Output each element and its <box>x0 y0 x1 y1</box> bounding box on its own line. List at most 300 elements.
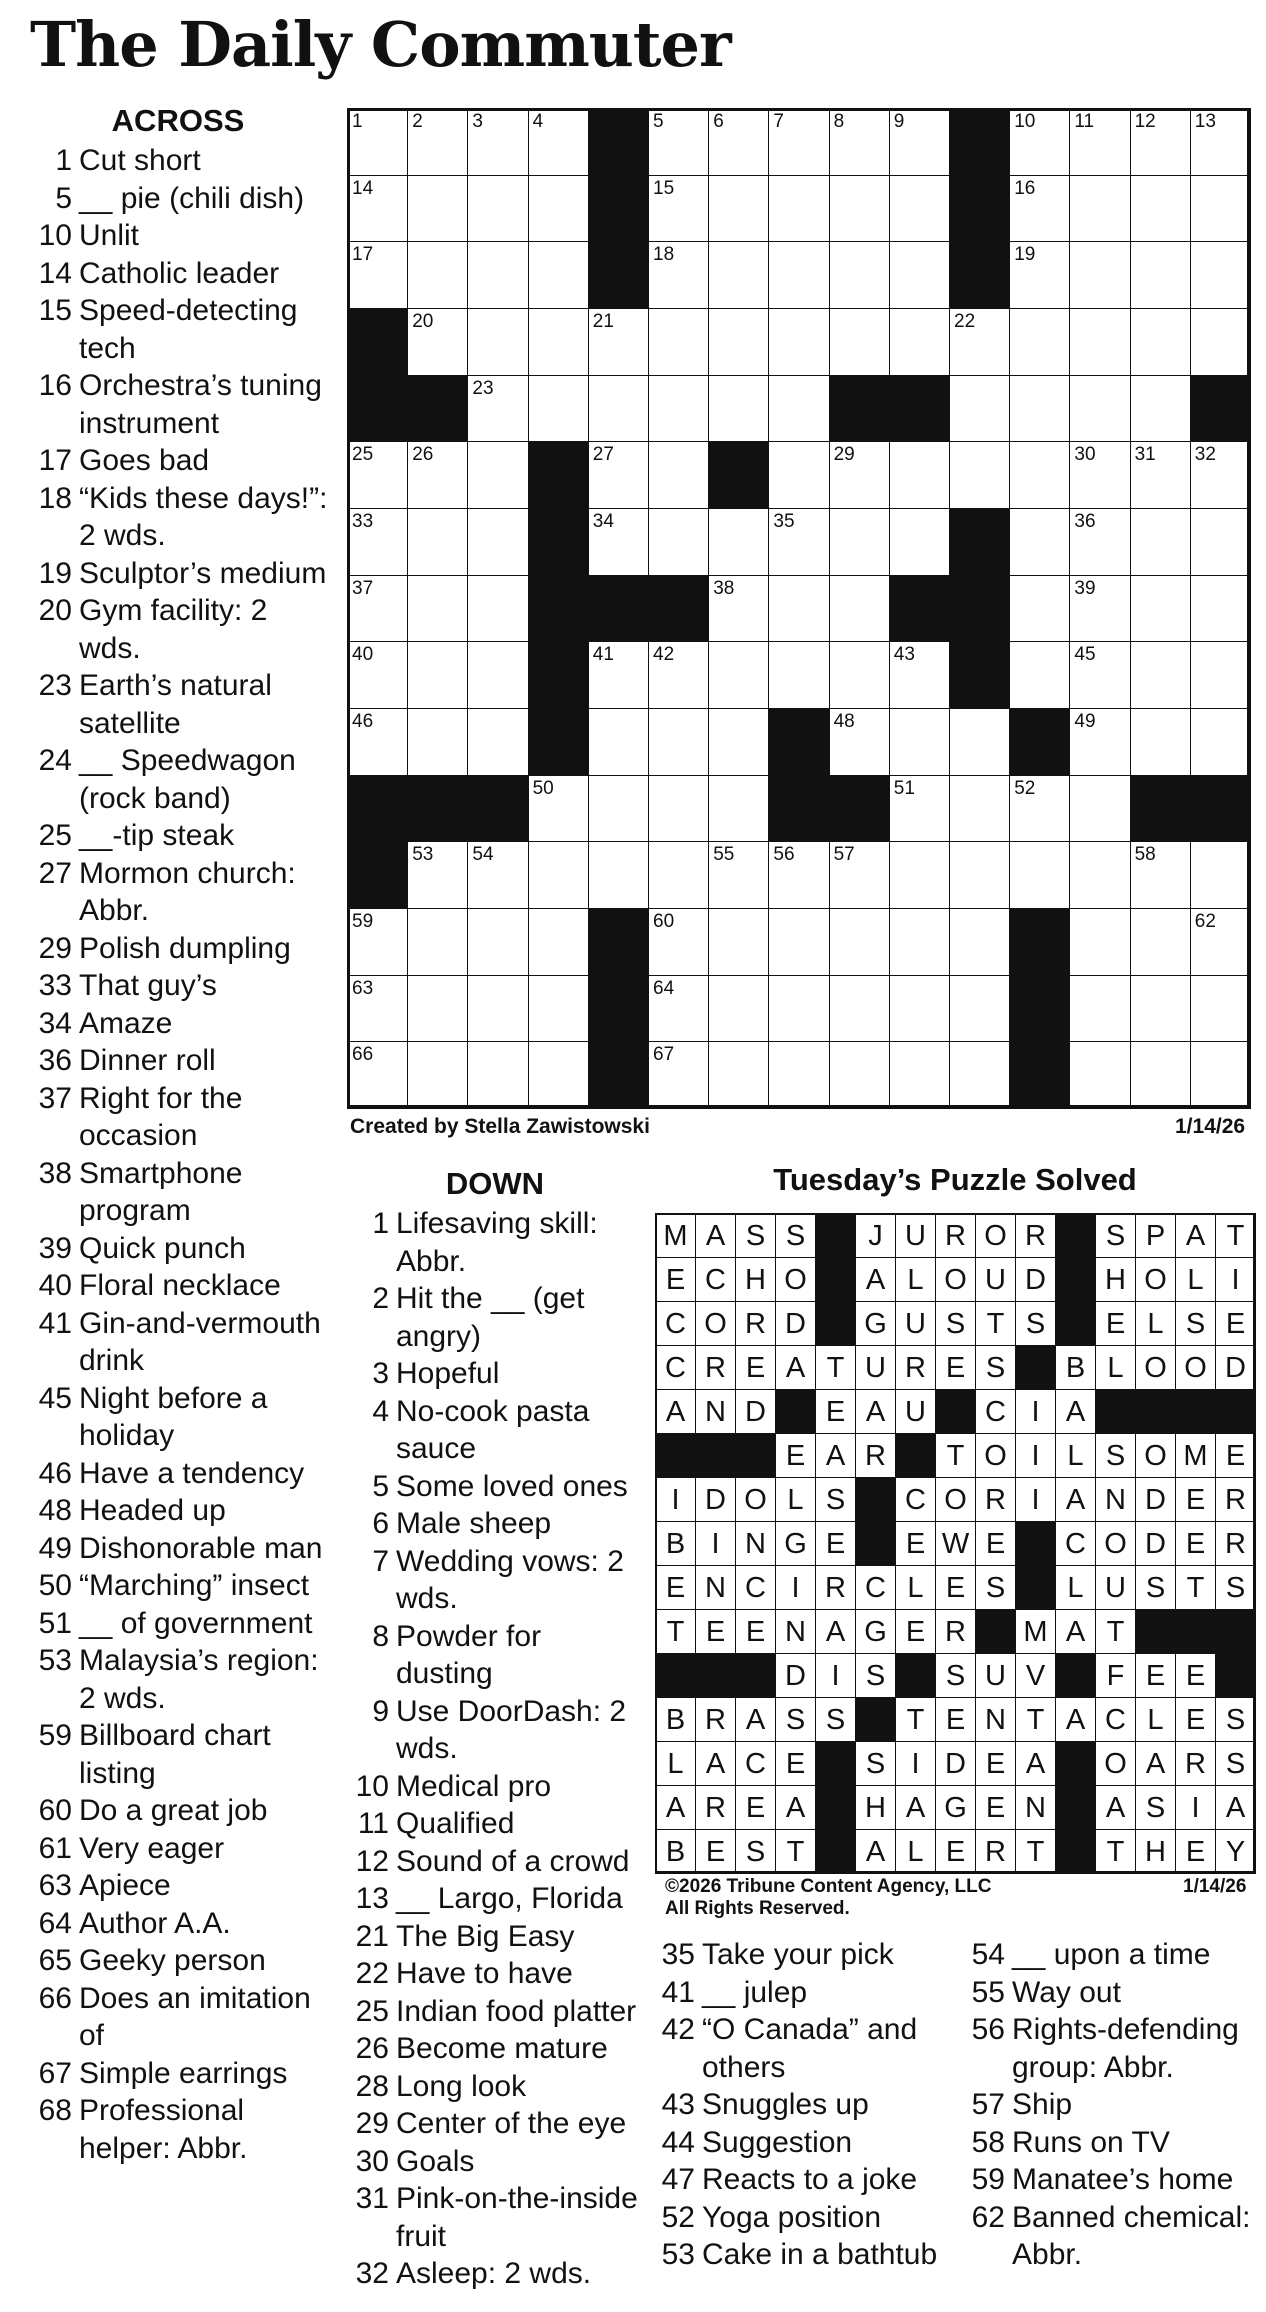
grid-cell[interactable] <box>347 175 408 243</box>
grid-cell[interactable] <box>1130 908 1191 976</box>
grid-cell[interactable] <box>467 975 528 1043</box>
grid-cell[interactable] <box>889 108 950 176</box>
grid-cell[interactable] <box>588 375 649 443</box>
grid-cell[interactable] <box>648 175 709 243</box>
grid-cell[interactable] <box>889 775 950 843</box>
grid-cell[interactable] <box>648 308 709 376</box>
grid-cell[interactable] <box>467 908 528 976</box>
grid-cell[interactable] <box>1009 175 1070 243</box>
grid-cell[interactable] <box>1009 575 1070 643</box>
clue-down-col3-57[interactable] <box>965 2086 1265 2124</box>
clue-across-5[interactable] <box>28 180 328 218</box>
clue-across-10[interactable] <box>28 217 328 255</box>
grid-cell[interactable] <box>1069 708 1130 776</box>
clue-down-col1-26[interactable] <box>345 2030 645 2068</box>
grid-cell[interactable] <box>347 908 408 976</box>
grid-cell[interactable] <box>829 441 890 509</box>
clue-down-col1-31[interactable] <box>345 2180 645 2255</box>
grid-cell[interactable] <box>1190 708 1251 776</box>
solution-letter: A <box>855 1257 896 1302</box>
grid-cell[interactable] <box>588 775 649 843</box>
grid-cell[interactable] <box>1130 508 1191 576</box>
grid-cell[interactable] <box>889 241 950 309</box>
grid-cell[interactable] <box>648 708 709 776</box>
solution-black-square <box>975 1609 1016 1654</box>
clue-across-1[interactable] <box>28 142 328 180</box>
clue-down-col1-12[interactable] <box>345 1843 645 1881</box>
grid-cell[interactable] <box>1190 908 1251 976</box>
solution-black-square <box>1055 1829 1096 1874</box>
grid-cell[interactable] <box>708 775 769 843</box>
grid-cell[interactable] <box>708 175 769 243</box>
grid-cell[interactable] <box>708 641 769 709</box>
clue-across-51[interactable] <box>28 1605 328 1643</box>
grid-cell[interactable] <box>467 108 528 176</box>
grid-cell[interactable] <box>1069 908 1130 976</box>
solution-letter: A <box>1095 1785 1136 1830</box>
clue-down-col3-62[interactable] <box>965 2199 1265 2274</box>
grid-cell[interactable] <box>1069 775 1130 843</box>
grid-cell[interactable] <box>648 375 709 443</box>
clue-across-27[interactable] <box>28 855 328 930</box>
clue-down-col1-28[interactable] <box>345 2068 645 2106</box>
grid-cell[interactable] <box>768 375 829 443</box>
grid-cell[interactable] <box>829 975 890 1043</box>
grid-cell[interactable] <box>889 708 950 776</box>
clue-down-col1-3[interactable] <box>345 1355 645 1393</box>
clue-down-col1-25[interactable] <box>345 1993 645 2031</box>
clue-down-col2-47[interactable] <box>655 2161 955 2199</box>
clue-across-40[interactable] <box>28 1267 328 1305</box>
solution-letter: H <box>1135 1829 1176 1874</box>
clue-number: 19 <box>38 556 72 590</box>
clue-across-36[interactable] <box>28 1042 328 1080</box>
grid-cell[interactable] <box>1130 441 1191 509</box>
grid-cell[interactable] <box>467 841 528 909</box>
grid-cell[interactable] <box>648 1041 709 1109</box>
grid-cell[interactable] <box>829 708 890 776</box>
clue-across-68[interactable] <box>28 2092 328 2167</box>
clue-down-col2-44[interactable] <box>655 2124 955 2162</box>
grid-cell[interactable] <box>708 841 769 909</box>
grid-cell[interactable] <box>467 241 528 309</box>
clue-down-col1-32[interactable] <box>345 2255 645 2293</box>
grid-cell[interactable] <box>648 908 709 976</box>
grid-cell[interactable] <box>528 108 589 176</box>
grid-cell[interactable] <box>1190 841 1251 909</box>
clue-down-col1-9[interactable] <box>345 1693 645 1768</box>
grid-cell[interactable] <box>889 508 950 576</box>
clue-across-60[interactable] <box>28 1792 328 1830</box>
grid-cell[interactable] <box>829 841 890 909</box>
clue-across-24[interactable] <box>28 742 328 817</box>
grid-cell[interactable] <box>347 441 408 509</box>
clue-down-col1-22[interactable] <box>345 1955 645 1993</box>
grid-cell[interactable] <box>708 908 769 976</box>
grid-cell[interactable] <box>829 641 890 709</box>
grid-cell[interactable] <box>407 908 468 976</box>
grid-cell[interactable] <box>588 508 649 576</box>
clue-down-col1-11[interactable] <box>345 1805 645 1843</box>
grid-cell[interactable] <box>949 1041 1010 1109</box>
grid-cell[interactable] <box>467 575 528 643</box>
grid-cell[interactable] <box>1190 175 1251 243</box>
grid-cell[interactable] <box>1069 441 1130 509</box>
grid-cell[interactable] <box>1069 508 1130 576</box>
grid-cell[interactable] <box>1190 641 1251 709</box>
grid-cell[interactable] <box>829 508 890 576</box>
solution-letter: C <box>695 1257 736 1302</box>
grid-cell[interactable] <box>889 908 950 976</box>
grid-cell[interactable] <box>1130 108 1191 176</box>
grid-cell[interactable] <box>829 908 890 976</box>
grid-cell[interactable] <box>347 1041 408 1109</box>
clue-down-col2-43[interactable] <box>655 2086 955 2124</box>
clue-across-49[interactable] <box>28 1530 328 1568</box>
grid-cell[interactable] <box>708 308 769 376</box>
grid-cell[interactable] <box>528 841 589 909</box>
grid-cell[interactable] <box>1009 508 1070 576</box>
clue-across-15[interactable] <box>28 292 328 367</box>
clue-number: 66 <box>38 1981 72 2015</box>
grid-cell[interactable] <box>407 108 468 176</box>
grid-cell[interactable] <box>528 308 589 376</box>
grid-cell[interactable] <box>889 841 950 909</box>
grid-cell[interactable] <box>768 975 829 1043</box>
solution-letter: I <box>655 1477 696 1522</box>
grid-cell[interactable] <box>1009 441 1070 509</box>
clue-across-53[interactable] <box>28 1642 328 1717</box>
grid-cell[interactable] <box>829 575 890 643</box>
clue-across-64[interactable] <box>28 1905 328 1943</box>
grid-cell[interactable] <box>1009 308 1070 376</box>
cell-number: 42 <box>653 644 675 666</box>
grid-cell[interactable] <box>708 241 769 309</box>
grid-cell[interactable] <box>467 175 528 243</box>
grid-cell[interactable] <box>347 641 408 709</box>
grid-cell[interactable] <box>467 308 528 376</box>
solution-black-square <box>1055 1301 1096 1346</box>
grid-cell[interactable] <box>1009 375 1070 443</box>
grid-cell[interactable] <box>347 575 408 643</box>
grid-cell[interactable] <box>1009 108 1070 176</box>
grid-cell[interactable] <box>949 308 1010 376</box>
clue-across-48[interactable] <box>28 1492 328 1530</box>
grid-cell[interactable] <box>347 108 408 176</box>
grid-cell[interactable] <box>648 775 709 843</box>
clue-across-41[interactable] <box>28 1305 328 1380</box>
grid-cell[interactable] <box>949 841 1010 909</box>
grid-cell[interactable] <box>768 641 829 709</box>
clue-down-col2-35[interactable] <box>655 1936 955 1974</box>
grid-cell[interactable] <box>588 708 649 776</box>
grid-cell[interactable] <box>1130 708 1191 776</box>
grid-cell[interactable] <box>1069 575 1130 643</box>
grid-cell[interactable] <box>708 575 769 643</box>
grid-cell[interactable] <box>1009 775 1070 843</box>
grid-cell[interactable] <box>407 175 468 243</box>
grid-cell[interactable] <box>467 508 528 576</box>
grid-cell[interactable] <box>648 241 709 309</box>
grid-cell[interactable] <box>768 241 829 309</box>
clue-across-63[interactable] <box>28 1867 328 1905</box>
grid-cell[interactable] <box>768 908 829 976</box>
grid-cell[interactable] <box>648 975 709 1043</box>
grid-cell[interactable] <box>528 975 589 1043</box>
clue-number: 60 <box>38 1794 72 1827</box>
grid-cell[interactable] <box>1069 175 1130 243</box>
grid-cell[interactable] <box>347 975 408 1043</box>
grid-cell[interactable] <box>1069 375 1130 443</box>
grid-cell[interactable] <box>768 841 829 909</box>
grid-cell[interactable] <box>768 175 829 243</box>
grid-cell[interactable] <box>829 308 890 376</box>
clue-down-col1-7[interactable] <box>345 1543 645 1618</box>
solution-letter: C <box>655 1345 696 1390</box>
clue-down-col2-53[interactable] <box>655 2236 955 2274</box>
clue-across-33[interactable] <box>28 967 328 1005</box>
solution-black-square <box>815 1741 856 1786</box>
grid-cell[interactable] <box>528 175 589 243</box>
clue-number: 6 <box>372 1507 389 1540</box>
clue-text: The Big Easy <box>396 1919 575 1953</box>
grid-cell[interactable] <box>588 441 649 509</box>
grid-cell[interactable] <box>1190 441 1251 509</box>
clue-down-col1-21[interactable] <box>345 1918 645 1956</box>
grid-cell[interactable] <box>1130 1041 1191 1109</box>
clue-down-col1-8[interactable] <box>345 1618 645 1693</box>
grid-cell[interactable] <box>648 508 709 576</box>
solution-letter: E <box>1215 1301 1256 1346</box>
solution-letter: E <box>655 1257 696 1302</box>
grid-cell[interactable] <box>1130 575 1191 643</box>
grid-cell[interactable] <box>648 841 709 909</box>
grid-cell[interactable] <box>1190 308 1251 376</box>
clue-across-46[interactable] <box>28 1455 328 1493</box>
clue-down-col1-1[interactable] <box>345 1205 645 1280</box>
grid-cell[interactable] <box>528 1041 589 1109</box>
solution-letter: T <box>895 1697 936 1742</box>
grid-cell[interactable] <box>708 375 769 443</box>
grid-cell[interactable] <box>768 1041 829 1109</box>
clue-down-col1-13[interactable] <box>345 1880 645 1918</box>
clue-down-col1-29[interactable] <box>345 2105 645 2143</box>
grid-cell[interactable] <box>648 441 709 509</box>
grid-cell[interactable] <box>1069 241 1130 309</box>
clue-across-66[interactable] <box>28 1980 328 2055</box>
grid-cell[interactable] <box>1130 975 1191 1043</box>
solution-letter: I <box>815 1653 856 1698</box>
clue-across-67[interactable] <box>28 2055 328 2093</box>
grid-cell[interactable] <box>1130 308 1191 376</box>
grid-cell[interactable] <box>648 108 709 176</box>
grid-cell[interactable] <box>889 975 950 1043</box>
grid-cell[interactable] <box>949 775 1010 843</box>
clue-across-17[interactable] <box>28 442 328 480</box>
grid-cell[interactable] <box>1069 841 1130 909</box>
clue-down-col1-30[interactable] <box>345 2143 645 2181</box>
grid-cell[interactable] <box>528 775 589 843</box>
grid-cell[interactable] <box>949 975 1010 1043</box>
grid-cell[interactable] <box>528 241 589 309</box>
grid-cell[interactable] <box>1190 975 1251 1043</box>
grid-cell[interactable] <box>1130 375 1191 443</box>
clue-across-18[interactable] <box>28 480 328 555</box>
down-clue-list <box>345 1205 645 2293</box>
grid-cell[interactable] <box>1069 975 1130 1043</box>
clue-text: Cut short <box>79 144 201 177</box>
grid-cell[interactable] <box>1130 241 1191 309</box>
grid-cell[interactable] <box>407 575 468 643</box>
clue-down-col3-59[interactable] <box>965 2161 1265 2199</box>
grid-cell[interactable] <box>467 375 528 443</box>
grid-cell[interactable] <box>768 441 829 509</box>
clue-across-14[interactable] <box>28 255 328 293</box>
grid-cell[interactable] <box>708 508 769 576</box>
grid-cell[interactable] <box>829 1041 890 1109</box>
grid-cell[interactable] <box>889 441 950 509</box>
clue-text: Polish dumpling <box>79 931 291 965</box>
masthead-title: The Daily Commuter <box>30 8 731 81</box>
grid-cell[interactable] <box>1069 1041 1130 1109</box>
clue-across-16[interactable] <box>28 367 328 442</box>
clue-down-col3-56[interactable] <box>965 2011 1265 2086</box>
grid-cell[interactable] <box>708 1041 769 1109</box>
clue-across-38[interactable] <box>28 1155 328 1230</box>
grid-cell[interactable] <box>588 308 649 376</box>
grid-cell[interactable] <box>1069 641 1130 709</box>
clue-across-25[interactable] <box>28 817 328 855</box>
grid-cell[interactable] <box>407 441 468 509</box>
grid-cell[interactable] <box>1190 241 1251 309</box>
clue-across-50[interactable] <box>28 1567 328 1605</box>
grid-cell[interactable] <box>467 1041 528 1109</box>
solution-black-square <box>1095 1389 1136 1434</box>
grid-cell[interactable] <box>407 708 468 776</box>
clue-text: Gym facility: 2 wds. <box>79 594 268 665</box>
black-square <box>1190 375 1251 443</box>
grid-cell[interactable] <box>768 308 829 376</box>
grid-cell[interactable] <box>648 641 709 709</box>
grid-cell[interactable] <box>829 175 890 243</box>
clue-down-col1-2[interactable] <box>345 1280 645 1355</box>
crossword-grid[interactable] <box>347 108 1250 1108</box>
clue-across-20[interactable] <box>28 592 328 667</box>
grid-cell[interactable] <box>528 375 589 443</box>
grid-cell[interactable] <box>1009 241 1070 309</box>
grid-cell[interactable] <box>949 375 1010 443</box>
clue-across-19[interactable] <box>28 555 328 593</box>
grid-cell[interactable] <box>407 841 468 909</box>
grid-cell[interactable] <box>768 575 829 643</box>
solution-letter: E <box>815 1521 856 1566</box>
grid-cell[interactable] <box>347 241 408 309</box>
grid-cell[interactable] <box>949 908 1010 976</box>
cell-number: 30 <box>1074 444 1096 466</box>
grid-cell[interactable] <box>768 508 829 576</box>
grid-cell[interactable] <box>1190 108 1251 176</box>
black-square <box>1009 1041 1070 1109</box>
grid-cell[interactable] <box>1190 1041 1251 1109</box>
grid-cell[interactable] <box>1009 641 1070 709</box>
clue-across-59[interactable] <box>28 1717 328 1792</box>
clue-down-col1-10[interactable] <box>345 1768 645 1806</box>
clue-text: Night before a holiday <box>79 1381 268 1452</box>
grid-cell[interactable] <box>407 641 468 709</box>
clue-across-37[interactable] <box>28 1080 328 1155</box>
grid-cell[interactable] <box>1130 641 1191 709</box>
clue-down-col3-55[interactable] <box>965 1974 1265 2012</box>
grid-cell[interactable] <box>407 308 468 376</box>
grid-cell[interactable] <box>829 241 890 309</box>
clue-down-col3-54[interactable] <box>965 1936 1265 1974</box>
clue-across-65[interactable] <box>28 1942 328 1980</box>
grid-cell[interactable] <box>889 641 950 709</box>
grid-cell[interactable] <box>467 708 528 776</box>
solution-letter: I <box>775 1565 816 1610</box>
clue-across-23[interactable] <box>28 667 328 742</box>
grid-cell[interactable] <box>1069 308 1130 376</box>
clue-down-col3-58[interactable] <box>965 2124 1265 2162</box>
grid-cell[interactable] <box>1130 175 1191 243</box>
solution-letter: S <box>1215 1565 1256 1610</box>
grid-cell[interactable] <box>467 641 528 709</box>
clue-across-34[interactable] <box>28 1005 328 1043</box>
clue-down-col2-52[interactable] <box>655 2199 955 2237</box>
grid-cell[interactable] <box>1190 575 1251 643</box>
grid-cell[interactable] <box>528 908 589 976</box>
clue-down-col2-41[interactable] <box>655 1974 955 2012</box>
clue-across-61[interactable] <box>28 1830 328 1868</box>
grid-cell[interactable] <box>889 175 950 243</box>
grid-cell[interactable] <box>889 1041 950 1109</box>
grid-cell[interactable] <box>889 308 950 376</box>
grid-cell[interactable] <box>1009 841 1070 909</box>
grid-cell[interactable] <box>407 508 468 576</box>
grid-cell[interactable] <box>949 708 1010 776</box>
grid-cell[interactable] <box>949 441 1010 509</box>
grid-cell[interactable] <box>1130 841 1191 909</box>
grid-cell[interactable] <box>347 708 408 776</box>
clue-down-col1-5[interactable] <box>345 1468 645 1506</box>
grid-cell[interactable] <box>407 241 468 309</box>
grid-cell[interactable] <box>708 975 769 1043</box>
grid-cell[interactable] <box>407 1041 468 1109</box>
grid-cell[interactable] <box>588 841 649 909</box>
solution-letter: S <box>815 1697 856 1742</box>
solution-letter: L <box>1095 1345 1136 1390</box>
grid-cell[interactable] <box>407 975 468 1043</box>
grid-cell[interactable] <box>768 108 829 176</box>
grid-cell[interactable] <box>1069 108 1130 176</box>
cell-number: 40 <box>352 644 374 666</box>
clue-down-col2-42[interactable] <box>655 2011 955 2086</box>
grid-cell[interactable] <box>708 108 769 176</box>
grid-cell[interactable] <box>467 441 528 509</box>
solution-letter: U <box>855 1345 896 1390</box>
clue-across-39[interactable] <box>28 1230 328 1268</box>
clue-across-45[interactable] <box>28 1380 328 1455</box>
clue-across-29[interactable] <box>28 930 328 968</box>
clue-number: 64 <box>38 1906 72 1940</box>
clue-down-col1-4[interactable] <box>345 1393 645 1468</box>
grid-cell[interactable] <box>588 641 649 709</box>
grid-cell[interactable] <box>347 508 408 576</box>
grid-cell[interactable] <box>708 708 769 776</box>
grid-cell[interactable] <box>829 108 890 176</box>
grid-cell[interactable] <box>1190 508 1251 576</box>
clue-down-col1-6[interactable] <box>345 1505 645 1543</box>
